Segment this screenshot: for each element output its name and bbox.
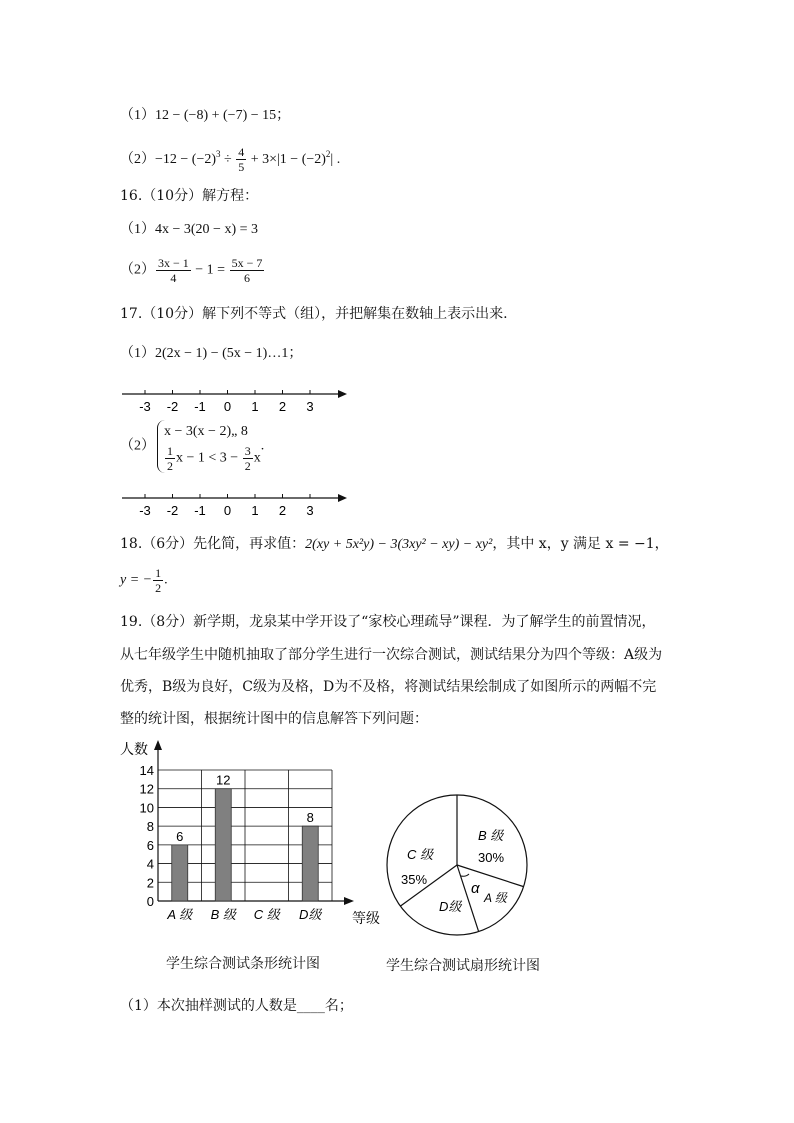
number-line-1-tick-label: -3 — [139, 399, 151, 414]
q19-line-3: 优秀，B级为良好，C级为及格，D为不及格，将测试结果绘制成了如图所示的两幅不完 — [120, 679, 657, 695]
q15-part1-expr: 12 − (−8) + (−7) − 15 — [155, 108, 277, 123]
q15-frac-den: 5 — [238, 160, 245, 175]
number-line-2 — [0, 488, 794, 528]
q15-part2-label: （2） — [120, 152, 155, 167]
bar-chart-title: 学生综合测试条形统计图 — [166, 956, 320, 972]
q16-fraction-2 — [230, 256, 265, 285]
q15-part2-a-sup: 3 — [216, 149, 221, 159]
q18-y-value — [120, 566, 168, 595]
bar-chart — [120, 738, 400, 938]
pie-label-a: A 级 — [484, 891, 507, 905]
q16-part2-label: （2） — [120, 262, 155, 278]
number-line-1-arrow — [338, 390, 347, 398]
bar-xtick-label: A 级 — [167, 907, 193, 922]
q15-part1-end: ； — [276, 108, 291, 123]
bar-1 — [215, 789, 231, 901]
q15-part1-label: （1） — [120, 108, 155, 123]
bar-ytick-label: 0 — [146, 894, 154, 909]
q16-part1 — [120, 220, 258, 240]
number-line-2-tick-label: 3 — [306, 503, 314, 518]
q15-part2-b: ÷ — [220, 152, 236, 167]
q17-part2-end: . — [260, 438, 265, 454]
q16-part1-expr: 4x − 3(20 − x) = 3 — [155, 222, 259, 237]
q17-part1-end: ； — [288, 346, 303, 361]
pie-chart — [383, 792, 543, 952]
number-line-1-tick-label: -1 — [194, 399, 206, 414]
q16-fraction-1 — [156, 256, 191, 285]
bar-chart-ylabel: 人数 — [120, 741, 148, 757]
bar-ytick-label: 12 — [139, 781, 154, 797]
bar-ytick-label: 10 — [139, 800, 154, 816]
number-line-1-tick-label: -2 — [166, 399, 179, 414]
q19-line-1: 19.（8分）新学期，龙泉某中学开设了“家校心理疏导”课程．为了解学生的前置情况， — [120, 614, 656, 630]
number-line-2-arrow — [338, 494, 347, 502]
q17-part1-label: （1） — [120, 346, 155, 361]
q15-fraction — [236, 145, 246, 174]
q17-threehalf-num: 3 — [244, 444, 251, 458]
number-line-2-tick-label: 0 — [223, 503, 232, 518]
bar-ytick-label: 14 — [139, 763, 154, 778]
q16-frac1-den: 4 — [170, 271, 177, 285]
q17-system-row-1: x − 3(x − 2)„ 8 — [164, 424, 248, 439]
q17-part1-expr: 2(2x − 1) − (5x − 1)…1 — [155, 346, 289, 361]
bar-data-label: 8 — [306, 810, 314, 826]
q18-y-end: . — [164, 572, 168, 588]
q15-part2-c-sup: 2 — [325, 149, 331, 159]
q17-row2-a: x − 1 < 3 − — [176, 450, 242, 466]
q16-frac1-num: 3x − 1 — [158, 256, 189, 270]
bar-chart-y-arrow — [154, 740, 162, 750]
q17-part1 — [120, 344, 302, 364]
q15-part1 — [120, 106, 290, 126]
pie-angle-alpha: α — [471, 880, 480, 897]
bar-xtick-label: D级 — [299, 907, 322, 922]
bar-ytick-label: 6 — [146, 837, 154, 853]
pie-label-d: D级 — [439, 899, 462, 914]
q16-mid: − 1 = — [191, 262, 229, 278]
q19-sub1: （1）本次抽样测试的人数是____名； — [120, 998, 353, 1014]
pie-pct-b: 30% — [478, 850, 505, 865]
q19-line-2: 从七年级学生中随机抽取了部分学生进行一次综合测试，测试结果分为四个等级：A级为 — [120, 647, 663, 663]
q16-frac2-num: 5x − 7 — [231, 256, 263, 270]
q18-title: 18.（6分）先化简，再求值： — [120, 536, 306, 552]
q17-part2 — [120, 420, 264, 473]
pie-label-c: C 级 — [407, 847, 434, 862]
q17-half-den: 2 — [167, 459, 173, 473]
q18-cond: ，其中 x，y 满足 x = −1， — [492, 536, 669, 552]
q18-line — [120, 534, 669, 555]
bar-ytick-label: 8 — [146, 819, 154, 835]
q17-half-frac — [165, 444, 175, 473]
q17-part2-label: （2） — [120, 438, 155, 454]
q15-frac-num: 4 — [238, 145, 245, 160]
pie-angle-arc — [461, 874, 469, 876]
q17-title: 17.（10分）解下列不等式（组），并把解集在数轴上表示出来. — [120, 306, 508, 322]
q18-y-frac — [153, 566, 163, 595]
q15-part2-c: + 3×|1 − (−2) — [247, 152, 326, 167]
number-line-1-tick-label: 2 — [278, 399, 287, 414]
number-line-2-tick-label: 2 — [278, 503, 287, 518]
pie-label-b: B 级 — [478, 828, 504, 843]
q17-system-row-2 — [164, 444, 261, 473]
bar-chart-x-arrow — [344, 897, 354, 905]
bar-xtick-label: B 级 — [210, 907, 236, 922]
bar-data-label: 12 — [216, 772, 231, 788]
number-line-1-tick-label: 0 — [223, 399, 232, 414]
bar-0 — [172, 845, 188, 901]
q16-part2 — [120, 256, 265, 285]
q18-y-num: 1 — [155, 566, 162, 580]
bar-ytick-label: 4 — [146, 856, 154, 872]
q15-part2-end: | . — [330, 152, 341, 167]
q18-y-pre: y = − — [120, 572, 153, 588]
number-line-2-tick-label: -3 — [139, 503, 151, 518]
pie-pct-c: 35% — [401, 872, 428, 887]
q16-frac2-den: 6 — [243, 271, 250, 285]
q18-expr: 2(xy + 5x²y) − 3(3xy² − xy) − xy² — [305, 537, 493, 552]
bar-data-label: 6 — [176, 828, 184, 844]
q17-half-num: 1 — [167, 444, 173, 458]
bar-3 — [302, 826, 318, 901]
number-line-2-tick-label: 1 — [251, 503, 259, 518]
bar-ytick-label: 2 — [146, 875, 154, 891]
number-line-1-tick-label: 1 — [251, 399, 259, 414]
number-line-1 — [0, 384, 794, 424]
q17-row2-b: x — [253, 450, 261, 466]
q17-threehalf-den: 2 — [244, 459, 251, 473]
bar-xtick-label: C 级 — [253, 907, 280, 922]
q18-y-den: 2 — [155, 581, 162, 595]
bar-chart-xlabel: 等级 — [352, 910, 380, 926]
q17-inequality-system — [157, 420, 261, 473]
q16-part1-label: （1） — [120, 222, 155, 237]
q16-title: 16.（10分）解方程： — [120, 188, 259, 204]
number-line-2-tick-label: -2 — [166, 503, 179, 518]
pie-chart-title: 学生综合测试扇形统计图 — [386, 958, 540, 974]
q17-threehalf-frac — [243, 444, 253, 473]
q15-part2 — [120, 144, 340, 174]
q15-part2-a: −12 − (−2) — [155, 152, 217, 167]
q19-line-4: 整的统计图，根据统计图中的信息解答下列问题： — [120, 711, 428, 727]
number-line-1-tick-label: 3 — [306, 399, 314, 414]
number-line-2-tick-label: -1 — [194, 503, 206, 518]
